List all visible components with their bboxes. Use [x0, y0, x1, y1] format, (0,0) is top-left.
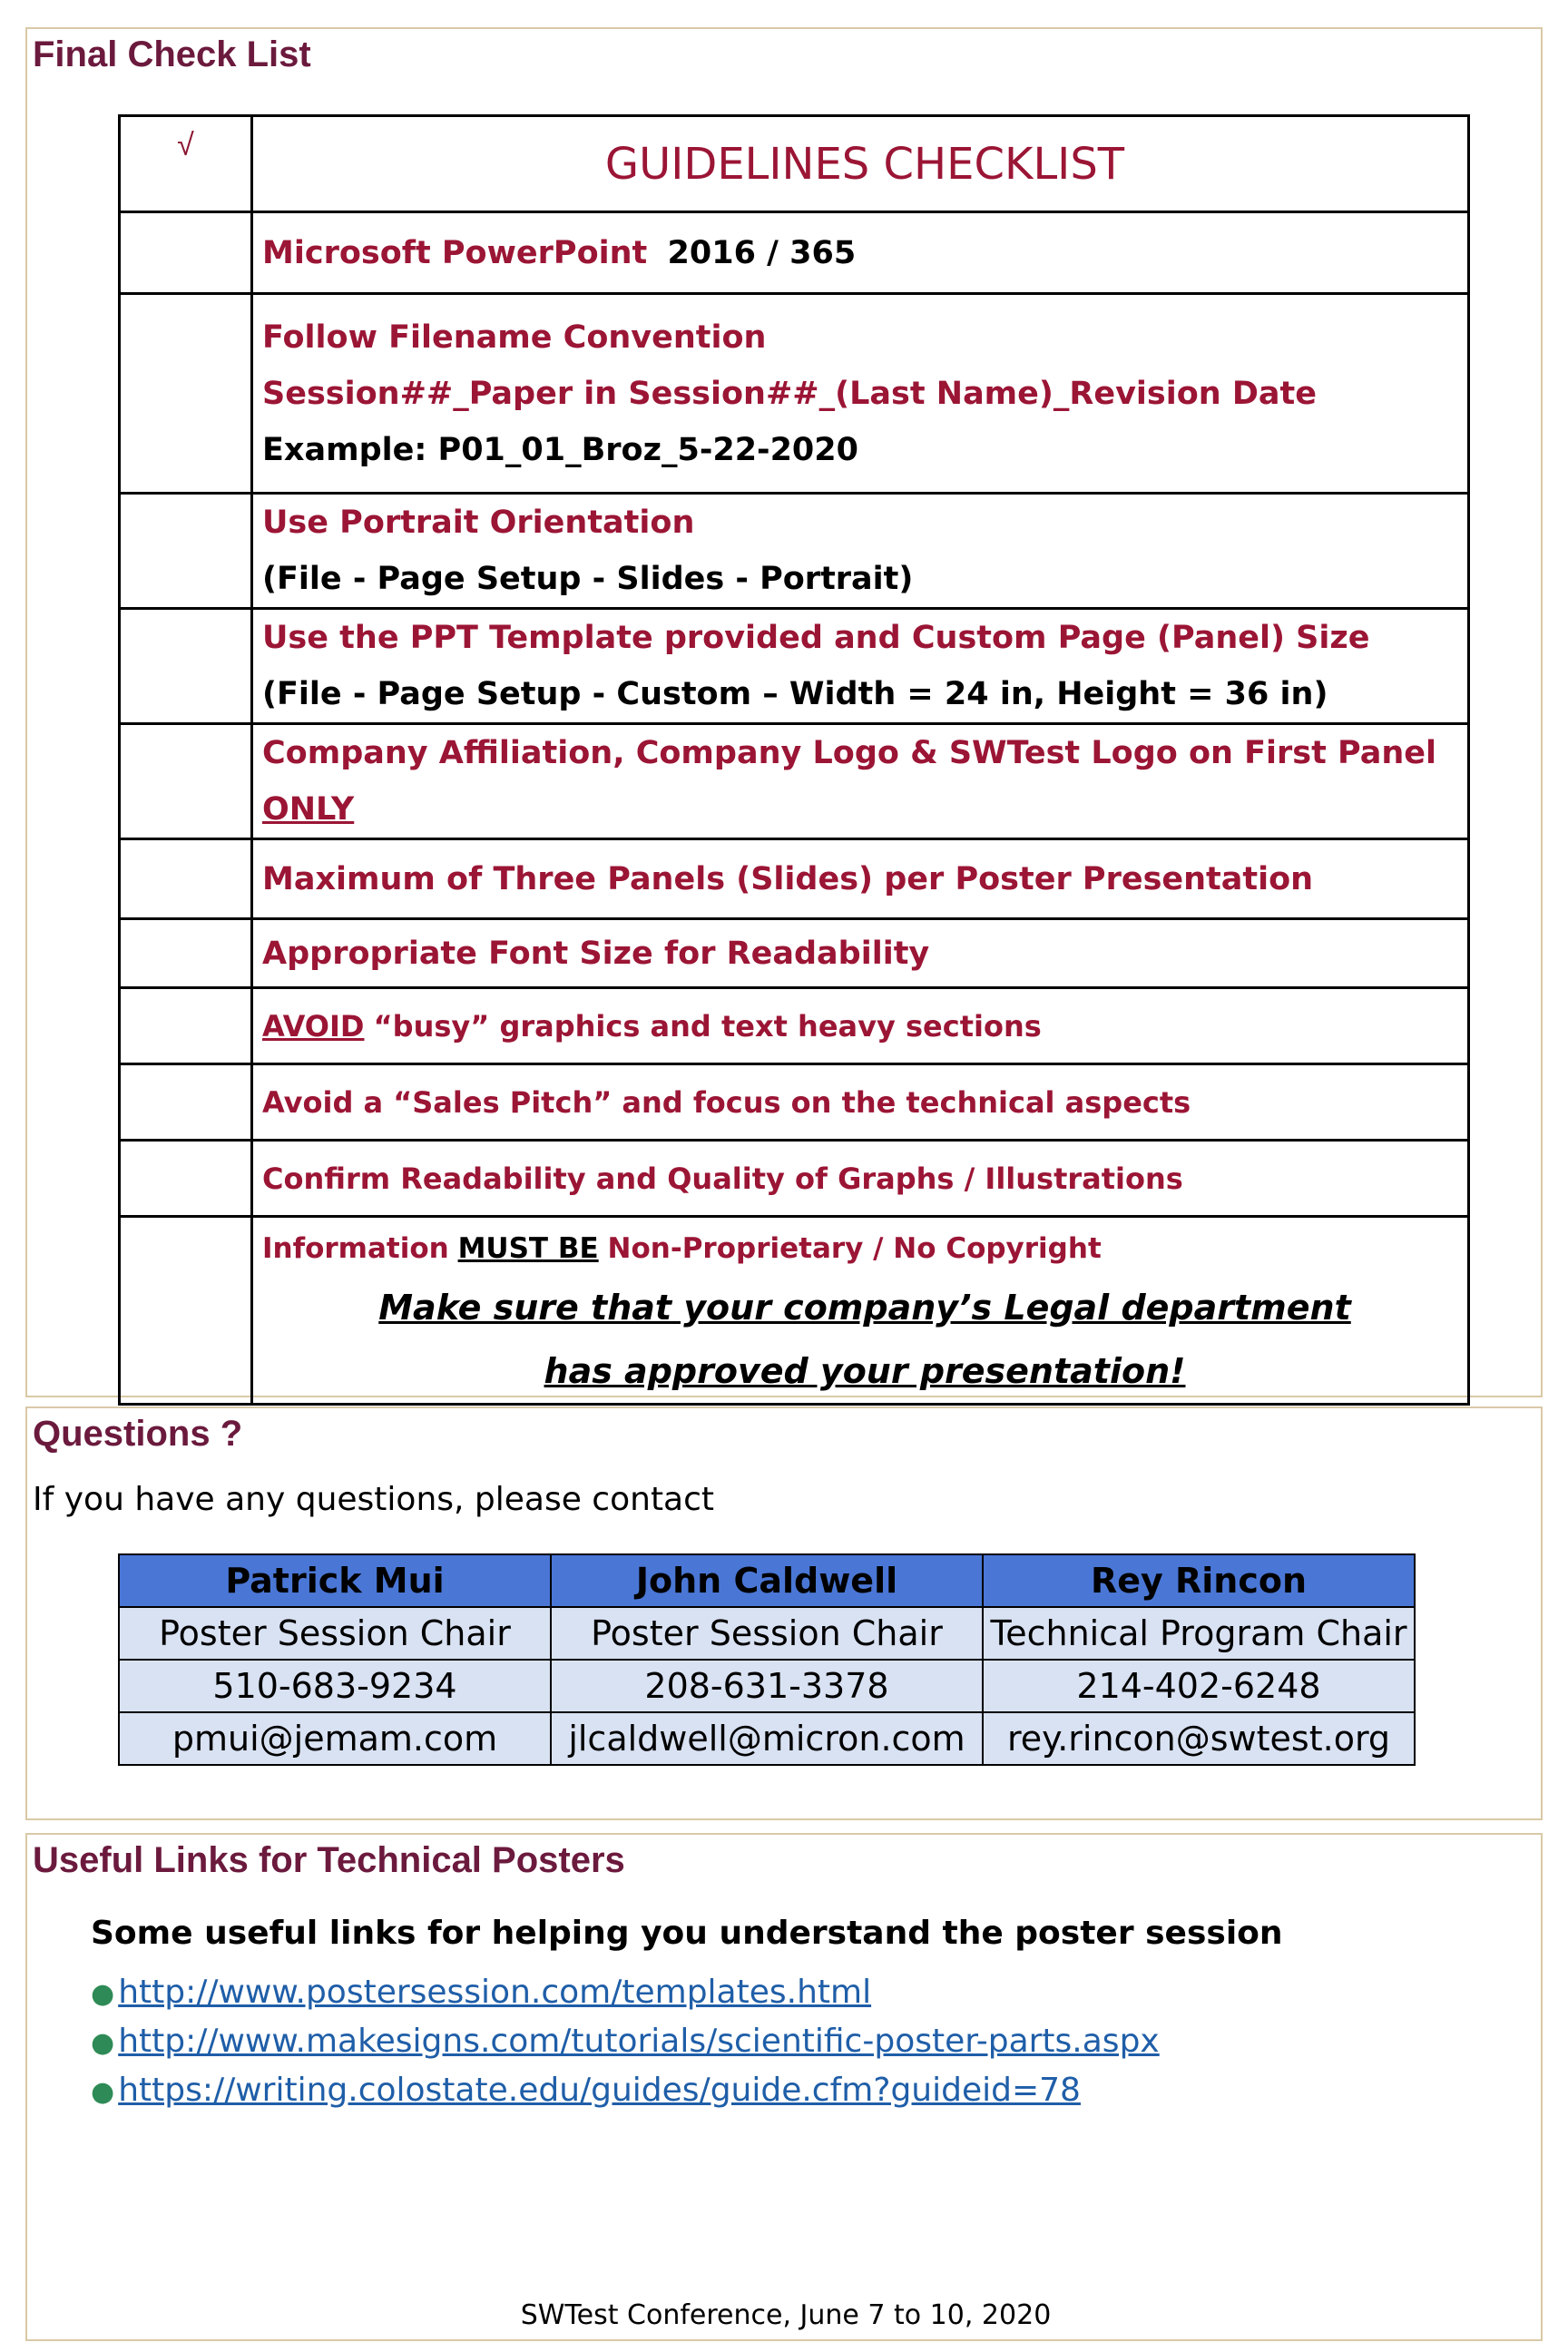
contact-role: Poster Session Chair: [551, 1607, 983, 1660]
bullet-icon: ●: [91, 1978, 115, 2010]
checklist-row: [120, 839, 1469, 919]
bullet-icon: ●: [91, 2027, 115, 2059]
item-powerpoint: Microsoft PowerPoint: [262, 234, 648, 271]
item-ppt-template: Use the PPT Template provided and Custom Page (Panel) Size: [262, 620, 1370, 656]
checklist-row: [120, 988, 1469, 1064]
contacts-role-row: [119, 1607, 1415, 1660]
item-avoid: AVOID: [262, 1008, 365, 1044]
checklist-row: [120, 724, 1469, 839]
check-cell[interactable]: [120, 294, 252, 494]
item-filename-convention: Follow Filename Convention: [262, 318, 767, 356]
contacts-email-row: [119, 1712, 1415, 1765]
item-graph-quality: Confirm Readability and Quality of Graphs / Illustrations: [252, 1141, 1469, 1217]
item-logos: Company Affiliation, Company Logo & SWTest Logo on First Panel: [262, 735, 1437, 771]
contact-phone: 510-683-9234: [119, 1660, 551, 1712]
check-cell[interactable]: [120, 1141, 252, 1217]
contact-email: pmui@jemam.com: [119, 1712, 551, 1765]
useful-links-panel: [25, 1833, 1543, 2341]
item-non-proprietary: Non-Proprietary / No Copyright: [607, 1232, 1102, 1265]
item-information: Information: [262, 1232, 449, 1265]
checklist-header-row: [120, 116, 1469, 212]
item-filename-example: Example: P01_01_Broz_5-22-2020: [262, 431, 858, 468]
check-cell[interactable]: [120, 494, 252, 609]
contact-phone: 208-631-3378: [551, 1660, 983, 1712]
contact-name: Patrick Mui: [119, 1554, 551, 1607]
list-item: [91, 2018, 1160, 2067]
checklist-row: [120, 1064, 1469, 1141]
checklist-header: GUIDELINES CHECKLIST: [252, 116, 1469, 212]
item-filename-pattern: Session##_Paper in Session##_(Last Name)_Revision Date: [262, 375, 1318, 412]
item-max-panels: Maximum of Three Panels (Slides) per Poster Presentation: [252, 839, 1469, 919]
contact-email: jlcaldwell@micron.com: [551, 1712, 983, 1765]
checklist-row: [120, 212, 1469, 294]
final-check-list-panel: [25, 27, 1543, 1397]
contact-name: Rey Rincon: [983, 1554, 1415, 1607]
legal-note-line2: has approved your presentation!: [544, 1351, 1186, 1391]
item-sales-pitch: Avoid a “Sales Pitch” and focus on the technical aspects: [252, 1064, 1469, 1141]
contact-role: Poster Session Chair: [119, 1607, 551, 1660]
contacts-name-row: [119, 1554, 1415, 1607]
item-powerpoint-version: 2016 / 365: [667, 234, 857, 271]
check-column-header: √: [120, 116, 252, 212]
contact-email: rey.rincon@swtest.org: [983, 1712, 1415, 1765]
checklist-row: [120, 919, 1469, 988]
item-logos-only: ONLY: [262, 791, 355, 828]
item-page-size: (File - Page Setup - Custom – Width = 24 in, Height = 36 in): [262, 676, 1328, 712]
contact-phone: 214-402-6248: [983, 1660, 1415, 1712]
checklist-row: [120, 1141, 1469, 1217]
item-portrait-path: (File - Page Setup - Slides - Portrait): [262, 561, 914, 597]
final-check-list-title: Final Check List: [33, 34, 311, 74]
questions-title: Questions ?: [33, 1414, 243, 1454]
check-cell[interactable]: [120, 1064, 252, 1141]
postersession-link[interactable]: http://www.postersession.com/templates.html: [118, 1974, 872, 2011]
bullet-icon: ●: [91, 2076, 115, 2108]
item-must-be: MUST BE: [457, 1232, 599, 1265]
questions-panel: [25, 1406, 1543, 1820]
item-portrait-orientation: Use Portrait Orientation: [262, 505, 695, 541]
footer-conference: SWTest Conference, June 7 to 10, 2020: [520, 2299, 1052, 2331]
check-cell[interactable]: [120, 988, 252, 1064]
list-item: [91, 1969, 1160, 2018]
guidelines-checklist-table: [118, 114, 1470, 1406]
checklist-row: [120, 1217, 1469, 1405]
check-cell[interactable]: [120, 839, 252, 919]
checklist-row: [120, 294, 1469, 494]
check-cell[interactable]: [120, 609, 252, 724]
contacts-table: [118, 1553, 1416, 1766]
colostate-link[interactable]: https://writing.colostate.edu/guides/guide.cfm?guideid=78: [118, 2072, 1081, 2109]
links-list: [91, 1969, 1160, 2116]
contact-role: Technical Program Chair: [983, 1607, 1415, 1660]
questions-intro: If you have any questions, please contact: [33, 1481, 715, 1518]
useful-links-intro: Some useful links for helping you understand the poster session: [91, 1915, 1283, 1952]
checklist-row: [120, 494, 1469, 609]
legal-note-line1: Make sure that your company’s Legal department: [378, 1288, 1351, 1328]
check-cell[interactable]: [120, 724, 252, 839]
list-item: [91, 2067, 1160, 2116]
check-cell[interactable]: [120, 212, 252, 294]
contact-name: John Caldwell: [551, 1554, 983, 1607]
makesigns-link[interactable]: http://www.makesigns.com/tutorials/scientific-poster-parts.aspx: [118, 2023, 1160, 2060]
check-cell[interactable]: [120, 919, 252, 988]
checklist-row: [120, 609, 1469, 724]
item-font-size: Appropriate Font Size for Readability: [252, 919, 1469, 988]
contacts-phone-row: [119, 1660, 1415, 1712]
item-busy-graphics: “busy” graphics and text heavy sections: [373, 1008, 1042, 1044]
useful-links-title: Useful Links for Technical Posters: [33, 1840, 625, 1880]
check-cell[interactable]: [120, 1217, 252, 1405]
